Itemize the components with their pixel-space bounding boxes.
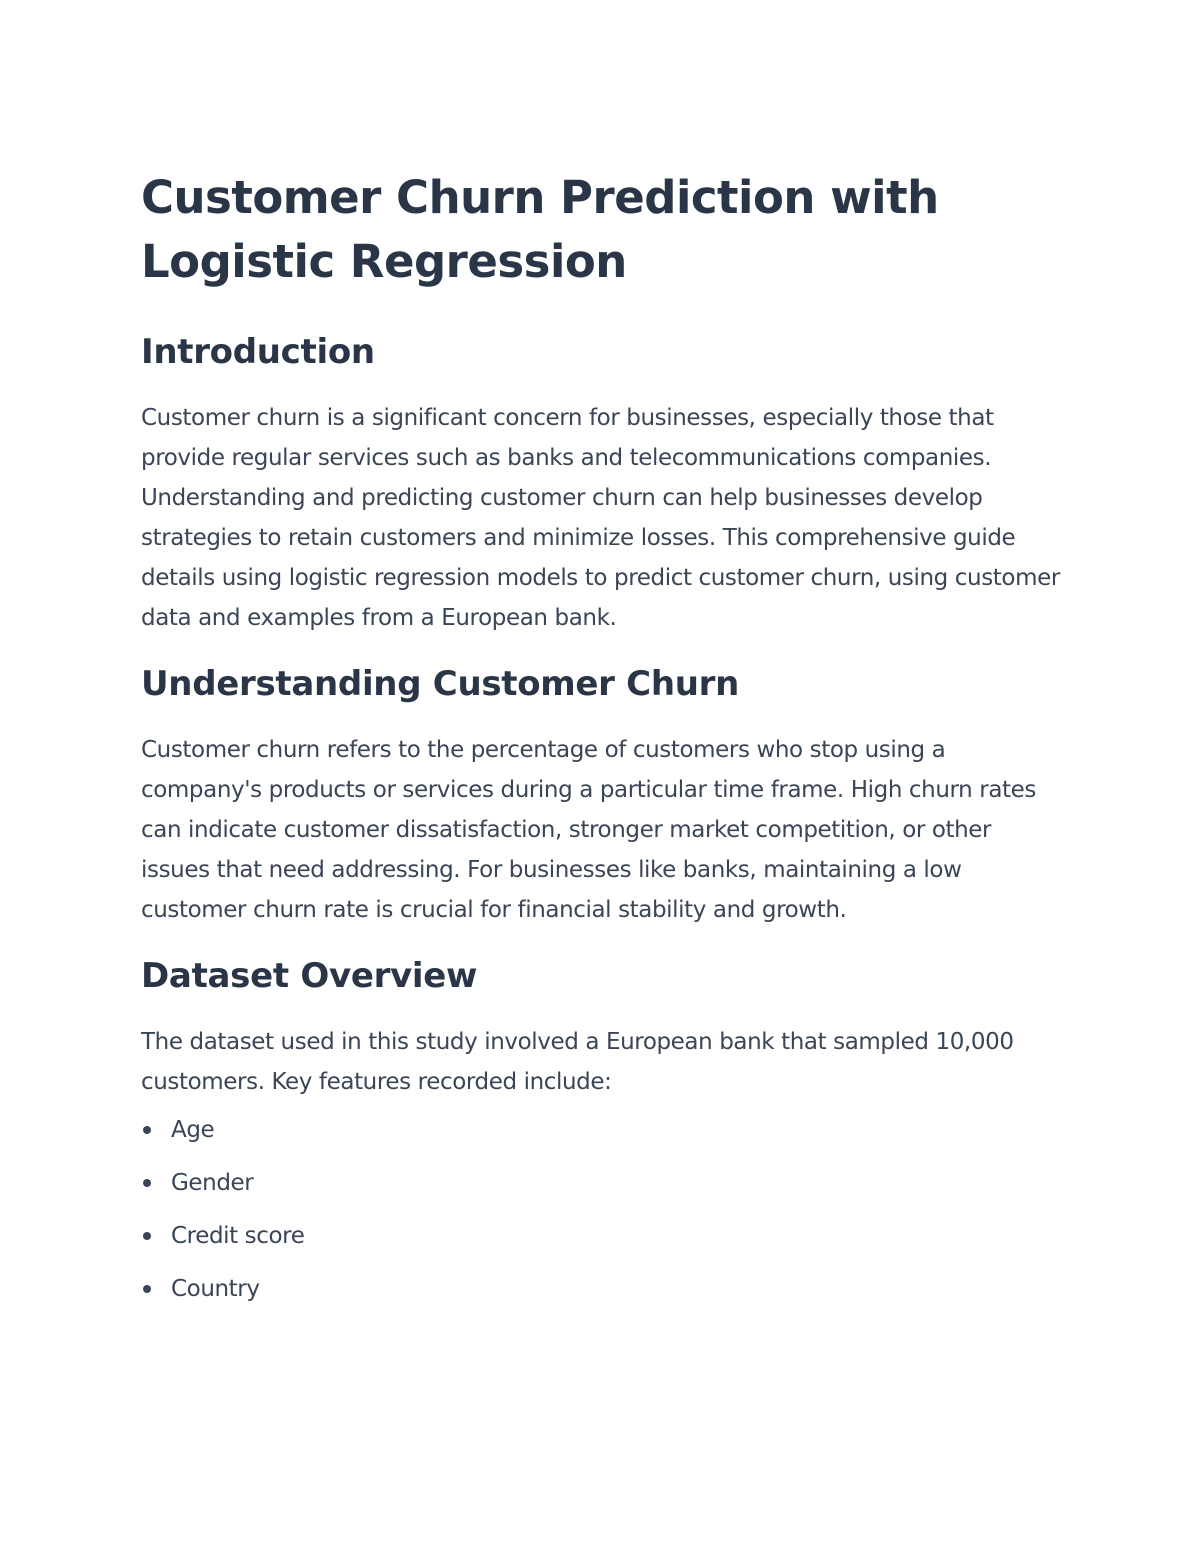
list-item — [141, 1110, 1061, 1150]
section-heading-dataset-overview: Dataset Overview — [141, 956, 478, 996]
bullet-icon — [143, 1232, 151, 1240]
feature-label: Country — [171, 1276, 260, 1302]
document-title: Customer Churn Prediction with Logistic Regression — [141, 171, 939, 288]
section-heading-introduction: Introduction — [141, 332, 375, 372]
list-item — [141, 1163, 1061, 1203]
dataset-overview-paragraph: The dataset used in this study involved a European bank that sampled 10,000 customers. Key features recorded include: — [141, 1029, 1014, 1095]
list-item — [141, 1216, 1061, 1256]
document-page — [141, 166, 1061, 1322]
feature-list — [141, 1110, 1061, 1309]
list-item — [141, 1269, 1061, 1309]
feature-label: Credit score — [171, 1223, 305, 1249]
section-heading-understanding-churn: Understanding Customer Churn — [141, 664, 740, 704]
understanding-churn-paragraph: Customer churn refers to the percentage of customers who stop using a company's products or services during a particular time frame. High churn rates can indicate customer dissatisfaction, stronger market competition, or other issues that need addressing. For businesses like banks, maintaining a low customer churn rate is crucial for financial stability and growth. — [141, 737, 1036, 923]
feature-label: Gender — [171, 1170, 254, 1196]
bullet-icon — [143, 1285, 151, 1293]
bullet-icon — [143, 1179, 151, 1187]
bullet-icon — [143, 1126, 151, 1134]
feature-label: Age — [171, 1117, 215, 1143]
introduction-paragraph: Customer churn is a significant concern for businesses, especially those that provide regular services such as banks and telecommunications companies. Understanding and predicting customer churn can help businesses develop strategies to retain customers and minimize losses. This comprehensive guide details using logistic regression models to predict customer churn, using customer data and examples from a European bank. — [141, 405, 1060, 631]
